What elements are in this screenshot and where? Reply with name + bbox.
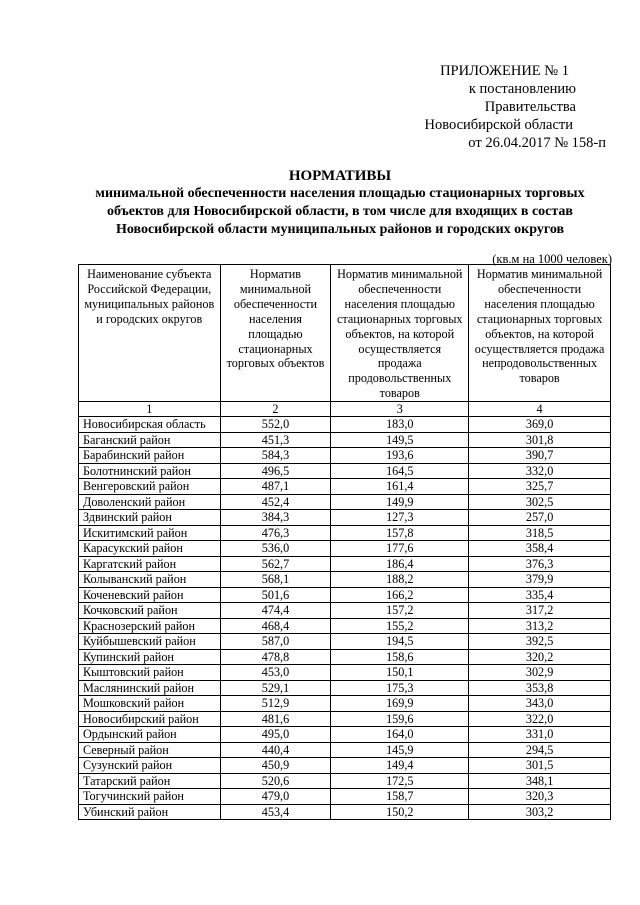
table-row bbox=[79, 773, 611, 789]
food-norm-cell: 150,2 bbox=[331, 804, 469, 820]
food-norm-cell: 175,3 bbox=[331, 680, 469, 696]
nonfood-norm-cell: 318,5 bbox=[469, 525, 611, 541]
region-name-cell: Здвинский район bbox=[79, 510, 221, 526]
nonfood-norm-cell: 257,0 bbox=[469, 510, 611, 526]
total-norm-cell: 452,4 bbox=[220, 494, 331, 510]
document-subheading-line-3: Новосибирской области муниципальных районов и городских округов bbox=[115, 222, 565, 237]
total-norm-cell: 450,9 bbox=[220, 758, 331, 774]
nonfood-norm-cell: 303,2 bbox=[469, 804, 611, 820]
food-norm-cell: 183,0 bbox=[331, 417, 469, 433]
document-heading: НОРМАТИВЫ bbox=[288, 168, 392, 184]
food-norm-cell: 194,5 bbox=[331, 634, 469, 650]
food-norm-cell: 177,6 bbox=[331, 541, 469, 557]
total-norm-cell: 536,0 bbox=[220, 541, 331, 557]
nonfood-norm-cell: 322,0 bbox=[469, 711, 611, 727]
food-norm-cell: 164,0 bbox=[331, 727, 469, 743]
region-name-cell: Кыштовский район bbox=[79, 665, 221, 681]
nonfood-norm-cell: 369,0 bbox=[469, 417, 611, 433]
region-name-cell: Сузунский район bbox=[79, 758, 221, 774]
table-row bbox=[79, 649, 611, 665]
total-norm-cell: 468,4 bbox=[220, 618, 331, 634]
norms-table bbox=[78, 264, 611, 820]
region-name-cell: Венгеровский район bbox=[79, 479, 221, 495]
food-norm-cell: 149,5 bbox=[331, 432, 469, 448]
region-name-cell: Доволенский район bbox=[79, 494, 221, 510]
food-norm-cell: 157,8 bbox=[331, 525, 469, 541]
total-norm-cell: 453,0 bbox=[220, 665, 331, 681]
region-name-cell: Ордынский район bbox=[79, 727, 221, 743]
region-name-cell: Тогучинский район bbox=[79, 789, 221, 805]
region-name-cell: Колыванский район bbox=[79, 572, 221, 588]
food-norm-cell: 155,2 bbox=[331, 618, 469, 634]
table-row bbox=[79, 789, 611, 805]
appendix-date-line: от 26.04.2017 № 158-п bbox=[468, 135, 606, 151]
total-norm-cell: 474,4 bbox=[220, 603, 331, 619]
region-name-cell: Карасукский район bbox=[79, 541, 221, 557]
region-name-cell: Убинский район bbox=[79, 804, 221, 820]
appendix-header bbox=[380, 62, 606, 152]
nonfood-norm-cell: 320,2 bbox=[469, 649, 611, 665]
food-norm-cell: 150,1 bbox=[331, 665, 469, 681]
food-norm-cell: 145,9 bbox=[331, 742, 469, 758]
header-food-norm: Норматив минимальной обеспеченности населения площадью стационарных торговых объектов, на которой осуществляется продажа продовольственных товаров bbox=[331, 265, 469, 402]
nonfood-norm-cell: 376,3 bbox=[469, 556, 611, 572]
total-norm-cell: 487,1 bbox=[220, 479, 331, 495]
food-norm-cell: 188,2 bbox=[331, 572, 469, 588]
nonfood-norm-cell: 325,7 bbox=[469, 479, 611, 495]
table-row bbox=[79, 463, 611, 479]
food-norm-cell: 158,6 bbox=[331, 649, 469, 665]
region-name-cell: Маслянинский район bbox=[79, 680, 221, 696]
column-number: 2 bbox=[220, 402, 331, 417]
nonfood-norm-cell: 379,9 bbox=[469, 572, 611, 588]
appendix-decree-line: к постановлению Правительства bbox=[468, 81, 576, 115]
total-norm-cell: 501,6 bbox=[220, 587, 331, 603]
total-norm-cell: 440,4 bbox=[220, 742, 331, 758]
food-norm-cell: 193,6 bbox=[331, 448, 469, 464]
nonfood-norm-cell: 302,9 bbox=[469, 665, 611, 681]
total-norm-cell: 495,0 bbox=[220, 727, 331, 743]
table-row bbox=[79, 541, 611, 557]
food-norm-cell: 186,4 bbox=[331, 556, 469, 572]
food-norm-cell: 166,2 bbox=[331, 587, 469, 603]
table-row bbox=[79, 758, 611, 774]
nonfood-norm-cell: 348,1 bbox=[469, 773, 611, 789]
column-number: 4 bbox=[469, 402, 611, 417]
region-name-cell: Баганский район bbox=[79, 432, 221, 448]
units-note: (кв.м на 1000 человек) bbox=[492, 252, 612, 266]
column-number: 1 bbox=[79, 402, 221, 417]
region-name-cell: Новосибирская область bbox=[79, 417, 221, 433]
total-norm-cell: 584,3 bbox=[220, 448, 331, 464]
total-norm-cell: 587,0 bbox=[220, 634, 331, 650]
table-row bbox=[79, 572, 611, 588]
nonfood-norm-cell: 302,5 bbox=[469, 494, 611, 510]
total-norm-cell: 520,6 bbox=[220, 773, 331, 789]
nonfood-norm-cell: 335,4 bbox=[469, 587, 611, 603]
column-number: 3 bbox=[331, 402, 469, 417]
food-norm-cell: 169,9 bbox=[331, 696, 469, 712]
nonfood-norm-cell: 331,0 bbox=[469, 727, 611, 743]
table-row bbox=[79, 556, 611, 572]
total-norm-cell: 479,0 bbox=[220, 789, 331, 805]
header-nonfood-norm: Норматив минимальной обеспеченности населения площадью стационарных торговых объектов, на которой осуществляется продажа непродовольственных товаров bbox=[469, 265, 611, 402]
appendix-region-line: Новосибирской области bbox=[424, 117, 573, 133]
table-row bbox=[79, 525, 611, 541]
nonfood-norm-cell: 390,7 bbox=[469, 448, 611, 464]
food-norm-cell: 157,2 bbox=[331, 603, 469, 619]
region-name-cell: Новосибирский район bbox=[79, 711, 221, 727]
total-norm-cell: 451,3 bbox=[220, 432, 331, 448]
table-row bbox=[79, 665, 611, 681]
table-row bbox=[79, 804, 611, 820]
table-body bbox=[79, 417, 611, 820]
total-norm-cell: 481,6 bbox=[220, 711, 331, 727]
food-norm-cell: 158,7 bbox=[331, 789, 469, 805]
total-norm-cell: 552,0 bbox=[220, 417, 331, 433]
nonfood-norm-cell: 343,0 bbox=[469, 696, 611, 712]
food-norm-cell: 164,5 bbox=[331, 463, 469, 479]
food-norm-cell: 159,6 bbox=[331, 711, 469, 727]
total-norm-cell: 384,3 bbox=[220, 510, 331, 526]
table-row bbox=[79, 417, 611, 433]
document-title bbox=[60, 167, 620, 239]
nonfood-norm-cell: 320,3 bbox=[469, 789, 611, 805]
total-norm-cell: 453,4 bbox=[220, 804, 331, 820]
nonfood-norm-cell: 301,5 bbox=[469, 758, 611, 774]
nonfood-norm-cell: 392,5 bbox=[469, 634, 611, 650]
region-name-cell: Болотнинский район bbox=[79, 463, 221, 479]
food-norm-cell: 172,5 bbox=[331, 773, 469, 789]
table-row bbox=[79, 727, 611, 743]
table-header-row bbox=[79, 265, 611, 402]
document-subheading-line-1: минимальной обеспеченности населения площадью стационарных торговых bbox=[95, 186, 585, 201]
food-norm-cell: 127,3 bbox=[331, 510, 469, 526]
region-name-cell: Кочковский район bbox=[79, 603, 221, 619]
table-row bbox=[79, 448, 611, 464]
region-name-cell: Барабинский район bbox=[79, 448, 221, 464]
total-norm-cell: 529,1 bbox=[220, 680, 331, 696]
region-name-cell: Каргатский район bbox=[79, 556, 221, 572]
region-name-cell: Краснозерский район bbox=[79, 618, 221, 634]
food-norm-cell: 149,4 bbox=[331, 758, 469, 774]
nonfood-norm-cell: 353,8 bbox=[469, 680, 611, 696]
food-norm-cell: 149,9 bbox=[331, 494, 469, 510]
column-number-row bbox=[79, 402, 611, 417]
nonfood-norm-cell: 301,8 bbox=[469, 432, 611, 448]
region-name-cell: Татарский район bbox=[79, 773, 221, 789]
region-name-cell: Искитимский район bbox=[79, 525, 221, 541]
table-row bbox=[79, 634, 611, 650]
table-row bbox=[79, 510, 611, 526]
table-row bbox=[79, 618, 611, 634]
nonfood-norm-cell: 294,5 bbox=[469, 742, 611, 758]
total-norm-cell: 568,1 bbox=[220, 572, 331, 588]
total-norm-cell: 496,5 bbox=[220, 463, 331, 479]
table-row bbox=[79, 587, 611, 603]
region-name-cell: Северный район bbox=[79, 742, 221, 758]
nonfood-norm-cell: 313,2 bbox=[469, 618, 611, 634]
total-norm-cell: 562,7 bbox=[220, 556, 331, 572]
table-row bbox=[79, 680, 611, 696]
total-norm-cell: 476,3 bbox=[220, 525, 331, 541]
total-norm-cell: 512,9 bbox=[220, 696, 331, 712]
table-row bbox=[79, 479, 611, 495]
table-row bbox=[79, 696, 611, 712]
table-row bbox=[79, 494, 611, 510]
food-norm-cell: 161,4 bbox=[331, 479, 469, 495]
table-row bbox=[79, 742, 611, 758]
nonfood-norm-cell: 317,2 bbox=[469, 603, 611, 619]
table-row bbox=[79, 711, 611, 727]
region-name-cell: Мошковский район bbox=[79, 696, 221, 712]
region-name-cell: Куйбышевский район bbox=[79, 634, 221, 650]
table-row bbox=[79, 432, 611, 448]
region-name-cell: Купинский район bbox=[79, 649, 221, 665]
nonfood-norm-cell: 358,4 bbox=[469, 541, 611, 557]
header-total-norm: Норматив минимальной обеспеченности населения площадью стационарных торговых объектов bbox=[220, 265, 331, 402]
region-name-cell: Коченевский район bbox=[79, 587, 221, 603]
table-row bbox=[79, 603, 611, 619]
total-norm-cell: 478,8 bbox=[220, 649, 331, 665]
nonfood-norm-cell: 332,0 bbox=[469, 463, 611, 479]
document-subheading-line-2: объектов для Новосибирской области, в том числе для входящих в состав bbox=[106, 204, 573, 219]
appendix-title: ПРИЛОЖЕНИЕ № 1 bbox=[440, 63, 569, 79]
header-region: Наименование субъекта Российской Федерации, муниципальных районов и городских округов bbox=[79, 265, 221, 402]
